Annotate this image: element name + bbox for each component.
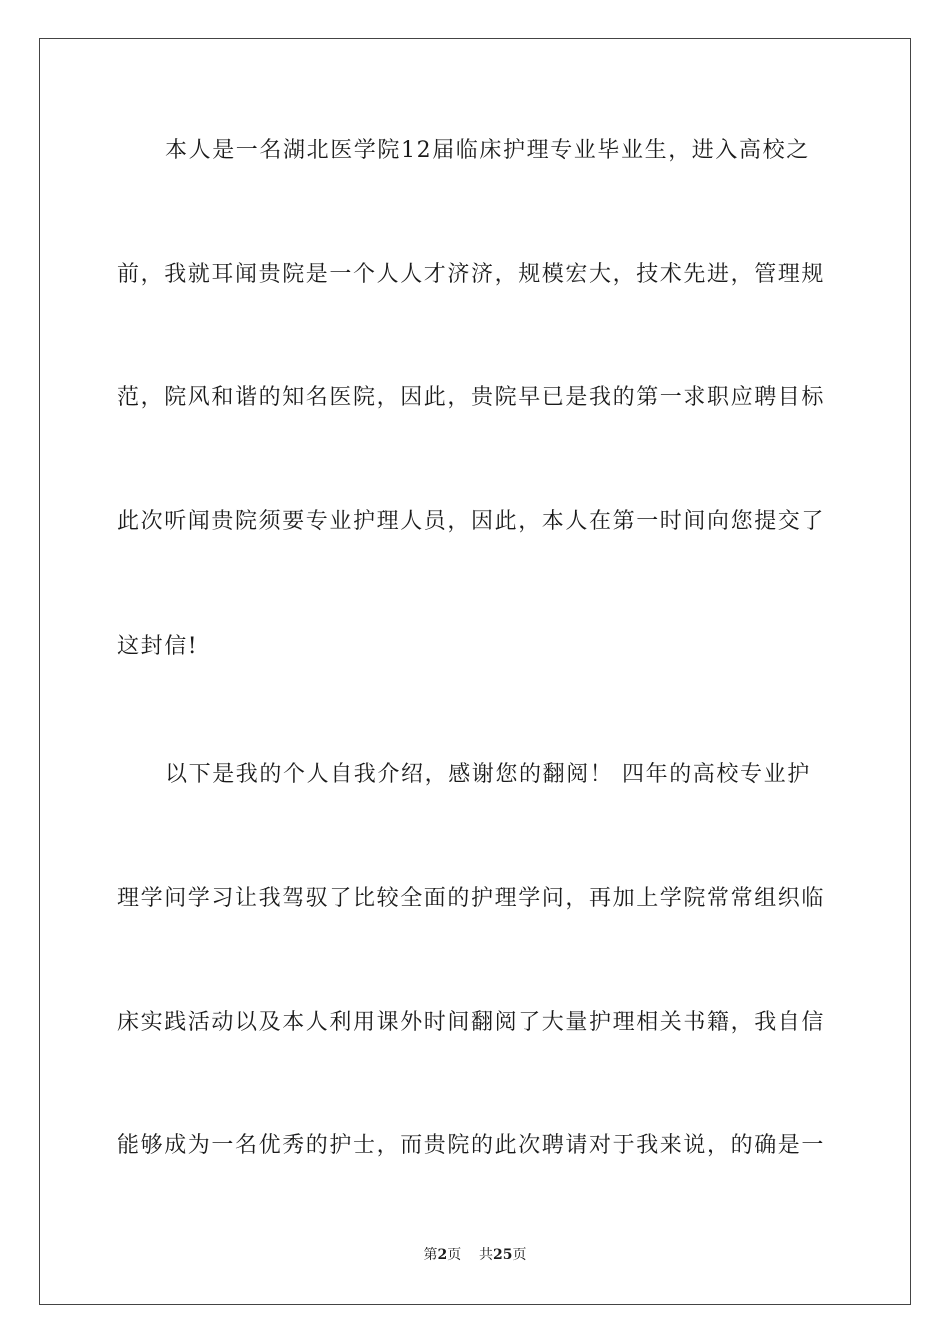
- footer-page-prefix: 第: [423, 1247, 438, 1263]
- page-footer: [0, 1245, 950, 1265]
- footer-total-prefix: 共: [479, 1247, 494, 1263]
- paragraph-1-line-4: 此次听闻贵院须要专业护理人员，因此，本人在第一时间向您提交了: [117, 509, 826, 534]
- paragraph-2-line-1: 以下是我的个人自我介绍，感谢您的翻阅！ 四年的高校专业护: [165, 762, 811, 787]
- footer-page-current: 2: [437, 1247, 448, 1263]
- paragraph-1-line-1: 本人是一名湖北医学院12届临床护理专业毕业生，进入高校之: [165, 138, 810, 163]
- footer-total-suffix: 页: [512, 1247, 527, 1263]
- paragraph-2-line-2: 理学问学习让我驾驭了比较全面的护理学问，再加上学院常常组织临: [117, 886, 826, 911]
- page-border: [39, 38, 911, 1305]
- footer-page-total: 25: [493, 1247, 513, 1263]
- paragraph-1-line-5: 这封信!: [117, 634, 199, 659]
- paragraph-2-line-3: 床实践活动以及本人利用课外时间翻阅了大量护理相关书籍，我自信: [117, 1010, 826, 1035]
- footer-page-suffix: 页: [447, 1247, 462, 1263]
- paragraph-2-line-4: 能够成为一名优秀的护士，而贵院的此次聘请对于我来说，的确是一: [117, 1133, 826, 1158]
- paragraph-1-line-2: 前，我就耳闻贵院是一个人人才济济，规模宏大，技术先进，管理规: [117, 262, 826, 287]
- paragraph-1-line-3: 范，院风和谐的知名医院，因此，贵院早已是我的第一求职应聘目标: [117, 385, 826, 410]
